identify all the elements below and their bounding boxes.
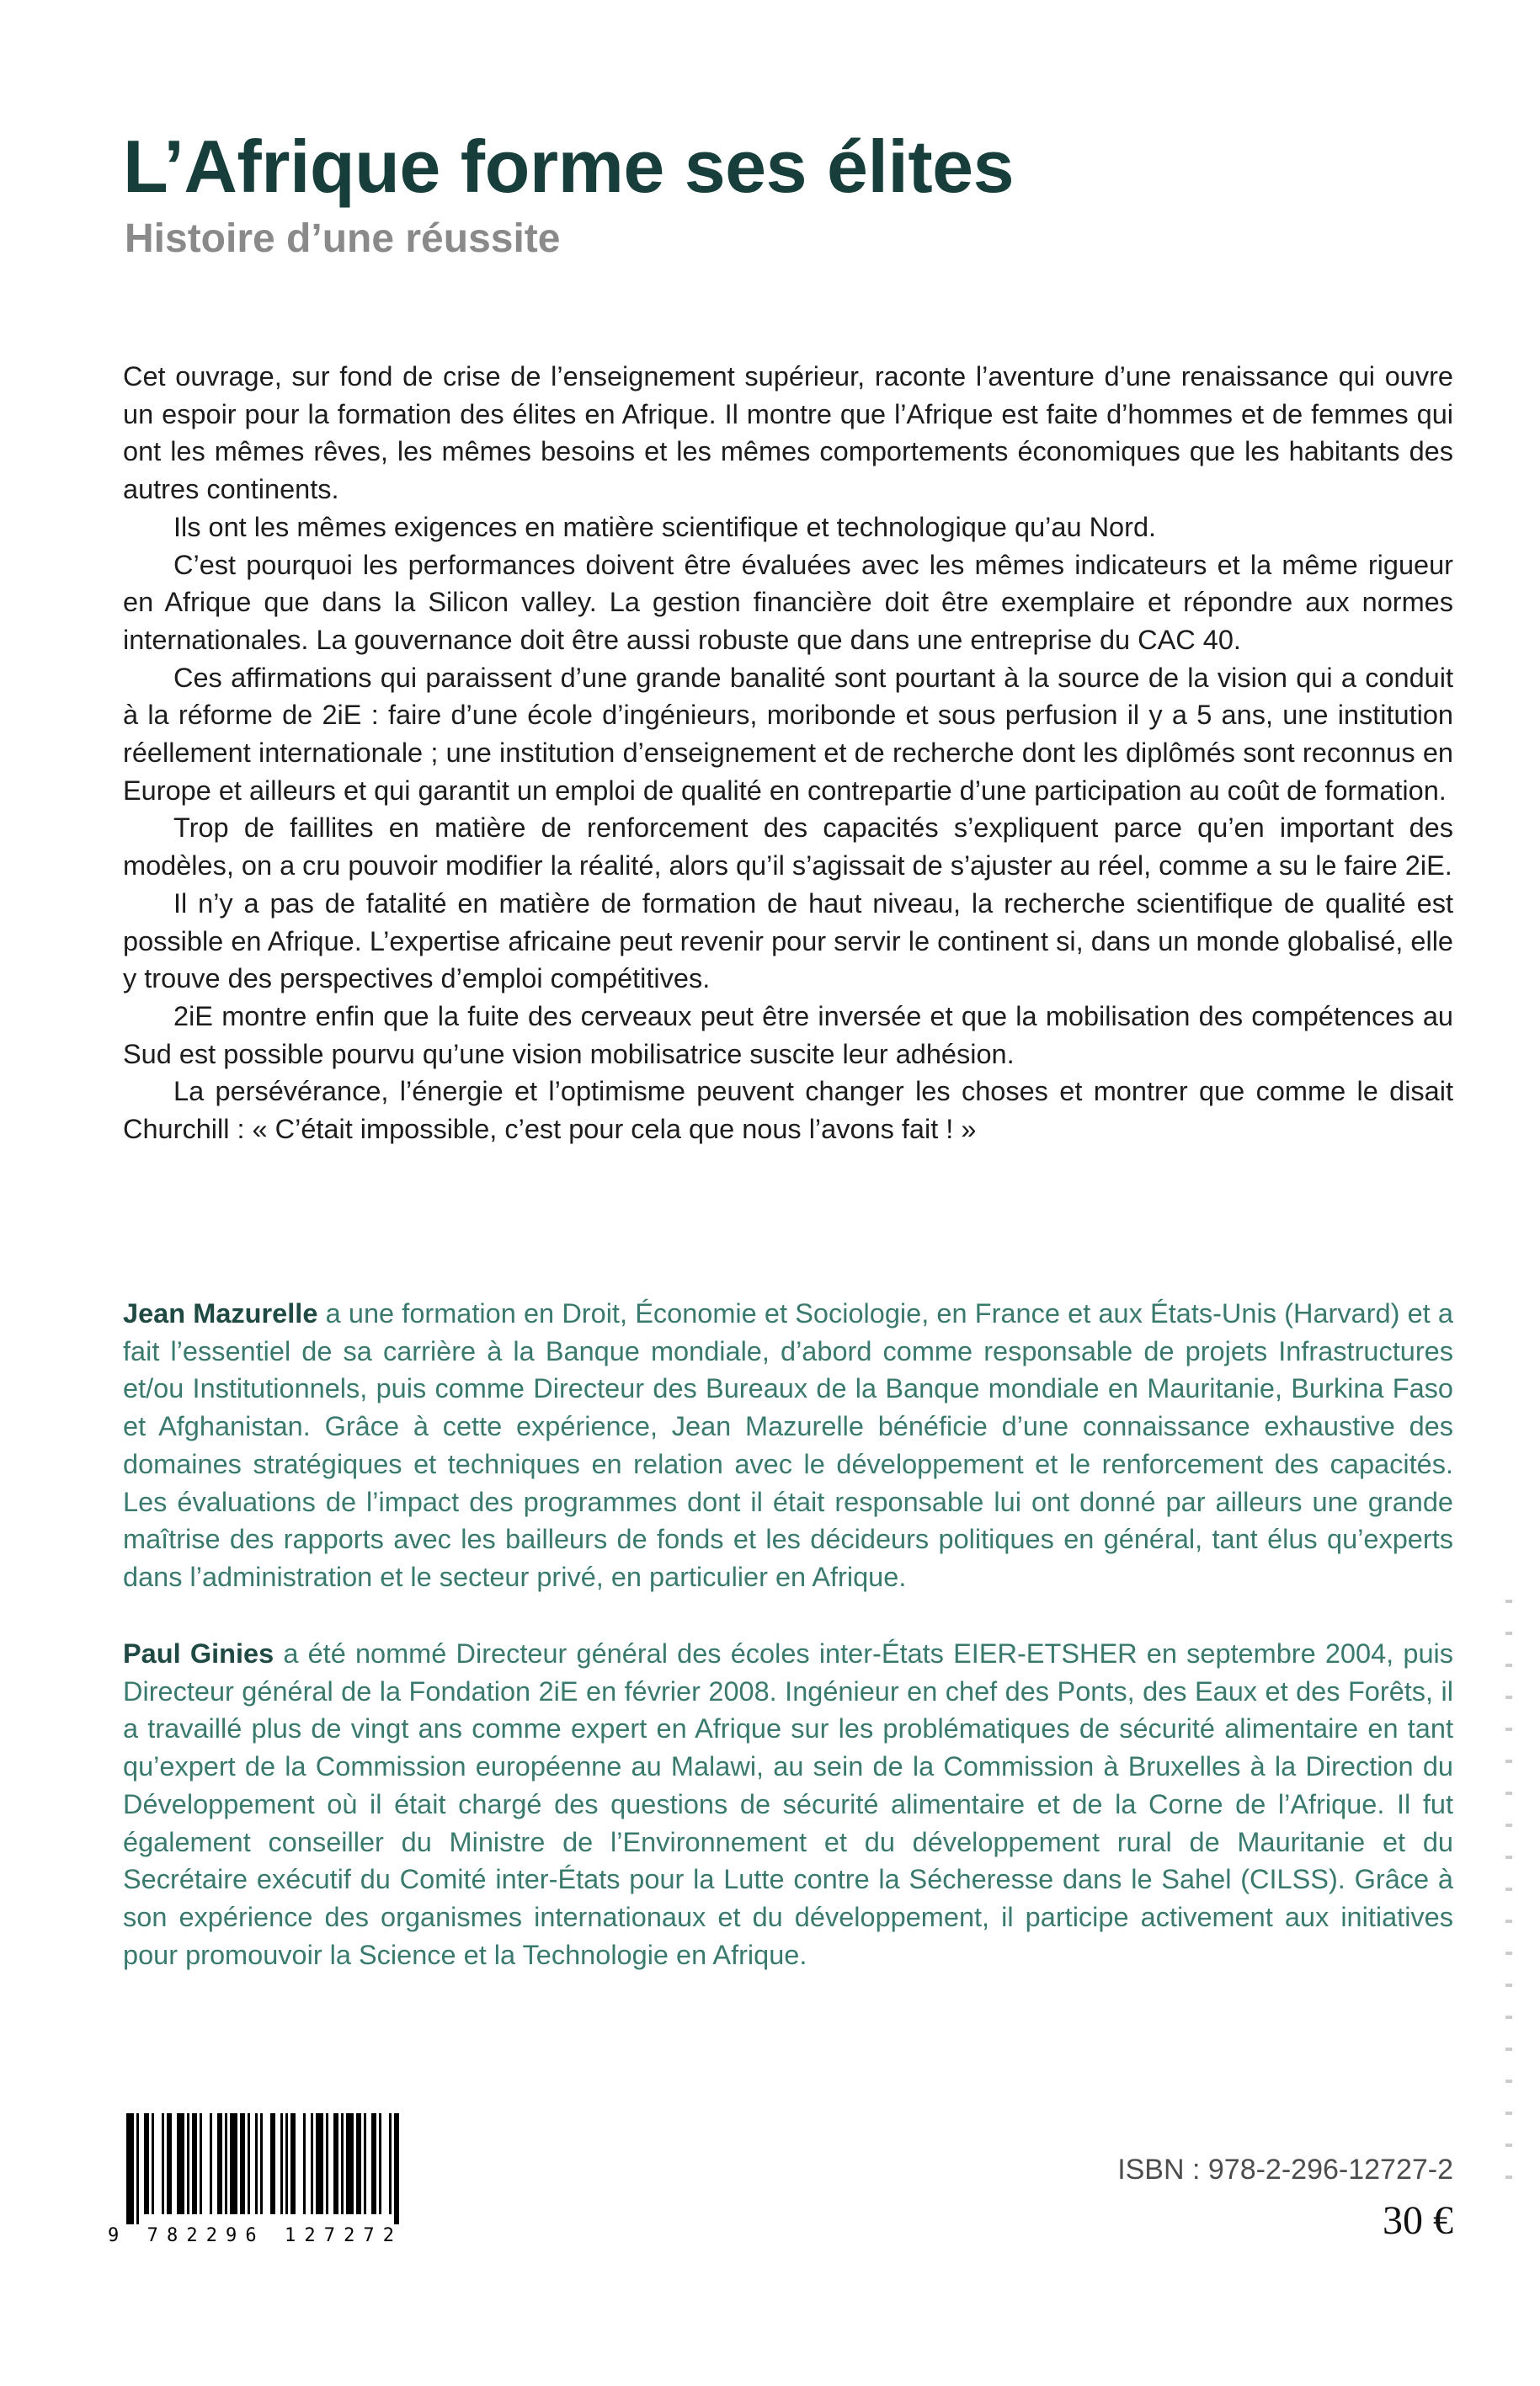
barcode-bar — [356, 2113, 361, 2214]
barcode — [106, 2113, 418, 2248]
summary-paragraph: Ils ont les mêmes exigences en matière scientifique et technologique qu’au Nord. — [173, 511, 1157, 542]
barcode-digits: 9 782296 127272 — [108, 2225, 394, 2246]
barcode-bar — [144, 2113, 149, 2214]
barcode-bar — [260, 2113, 263, 2214]
barcode-bar — [126, 2113, 134, 2224]
summary-text — [123, 358, 1453, 1148]
author-bio-text: a été nommé Directeur général des écoles inter-États EIER-ETSHER en septembre 2004, puis Directeur général de la Fondation 2iE en février 2008. Ingénieur en chef des Ponts, des Eaux et des Forêts, il a travaillé plus de vingt ans comme expert en Afrique sur les problématiques de sécurité alimentaire en tant qu’expert de la Commission européenne au Malawi, au sein de la Commission à Bruxelles à la Direction du Développement où il était chargé des questions de sécurité alimentaire et de la Corne de l’Afrique. Il fut également conseiller du Ministre de l’Environnement et du développement rural de Mauritanie et du Secrétaire exécutif du Comité inter-États pour la Lutte contre la Sécheresse dans le Sahel (CILSS). Grâce à son expérience des organismes internationaux et du développement, il participe activement aux initiatives pour promouvoir la Science et la Technologie en Afrique. — [123, 1638, 1453, 1970]
barcode-bar — [333, 2113, 338, 2214]
author-name: Paul Ginies — [123, 1638, 274, 1669]
barcode-bar — [341, 2113, 344, 2214]
summary-paragraph: C’est pourquoi les performances doivent être évaluées avec les mêmes indicateurs et la même rigueur en Afrique que dans la Silicon valley. La gestion financière doit être exemplaire et répondre aux normes internationales. La gouvernance doit être aussi robuste que dans une entreprise du CAC 40. — [123, 549, 1453, 655]
summary-paragraph: 2iE montre enfin que la fuite des cerveaux peut être inversée et que la mobilisation des compétences au Sud est possible pourvu qu’une vision mobilisatrice suscite leur adhésion. — [123, 1000, 1453, 1069]
printer-side-mark — [1505, 1600, 1512, 2189]
barcode-bar — [394, 2113, 399, 2224]
summary-paragraph: Cet ouvrage, sur fond de crise de l’enseignement supérieur, raconte l’aventure d’une renaissance qui ouvre un espoir pour la formation des élites en Afrique. Il montre que l’Afrique est faite d’hommes et de femmes qui ont les mêmes rêves, les mêmes besoins et les mêmes comportements économiques que les habitants des autres continents. — [123, 361, 1453, 505]
barcode-bar — [303, 2113, 306, 2214]
barcode-bar — [389, 2113, 392, 2214]
barcode-bar — [280, 2113, 283, 2214]
barcode-bar — [187, 2113, 189, 2214]
isbn: ISBN : 978-2-296-12727-2 — [1117, 2154, 1453, 2186]
barcode-bar — [136, 2113, 139, 2224]
price: 30 € — [1383, 2198, 1453, 2243]
summary-paragraph: Ces affirmations qui paraissent d’une grande banalité sont pourtant à la source de la vision qui a conduit à la réforme de 2iE : faire d’une école d’ingénieurs, moribonde et sous perfusion il y a 5 ans, une institution réellement internationale ; une institution d’enseignement et de recherche dont les diplômés sont reconnus en Europe et ailleurs et qui garantit un emploi de qualité en contrepartie d’une participation au coût de formation. — [123, 662, 1453, 806]
barcode-bar — [192, 2113, 197, 2214]
barcode-bar — [200, 2113, 202, 2214]
author-bio-text: a une formation en Droit, Économie et Sociologie, en France et aux États-Unis (Harvard) et a fait l’essentiel de sa carrière à la Banque mondiale, d’abord comme responsable de projets Infrastructures et/ou Institutionnels, puis comme Directeur des Bureaux de la Banque mondiale en Mauritanie, Burkina Faso et Afghanistan. Grâce à cette expérience, Jean Mazurelle bénéficie d’une connaissance exhaustive des domaines stratégiques et techniques en relation avec le développement et le renforcement des capacités. Les évaluations de l’impact des programmes dont il était responsable lui ont donné par ailleurs une grande maîtrise des rapports avec les bailleurs de fonds et les décideurs politiques en général, tant élus qu’experts dans l’administration et le secteur privé, en particulier en Afrique. — [123, 1298, 1453, 1592]
barcode-bar — [240, 2113, 245, 2214]
author-bio-ginies — [123, 1635, 1453, 1973]
barcode-bar — [152, 2113, 154, 2214]
barcode-bar — [285, 2113, 288, 2214]
barcode-bar — [167, 2113, 172, 2214]
book-subtitle: Histoire d’une réussite — [125, 216, 561, 261]
barcode-bar — [346, 2113, 354, 2214]
book-title: L’Afrique forme ses élites — [123, 125, 1015, 208]
barcode-bar — [379, 2113, 381, 2214]
author-name: Jean Mazurelle — [123, 1298, 318, 1329]
summary-paragraph: La persévérance, l’énergie et l’optimisme peuvent changer les choses et montrer que comme le disait Churchill : « C’était impossible, c’est pour cela que nous l’avons fait ! » — [123, 1076, 1453, 1145]
barcode-bar — [270, 2113, 275, 2214]
barcode-bar — [248, 2113, 250, 2214]
barcode-bar — [177, 2113, 184, 2214]
summary-paragraph: Il n’y a pas de fatalité en matière de formation de haut niveau, la recherche scientifique de qualité est possible en Afrique. L’expertise africaine peut revenir pour servir le continent si, dans un monde globalisé, elle y trouve des perspectives d’emploi compétitives. — [123, 887, 1453, 994]
barcode-bar — [371, 2113, 376, 2214]
barcode-graphic — [106, 2113, 418, 2248]
author-bio-mazurelle — [123, 1295, 1453, 1596]
barcode-bar — [326, 2113, 328, 2214]
barcode-bar — [230, 2113, 237, 2214]
barcode-bar — [217, 2113, 222, 2214]
barcode-bar — [311, 2113, 313, 2214]
summary-paragraph: Trop de faillites en matière de renforcement des capacités s’expliquent parce qu’en important des modèles, on a cru pouvoir modifier la réalité, alors qu’il s’agissait de s’ajuster au réel, comme a su le faire 2iE. — [123, 812, 1453, 881]
barcode-bar — [162, 2113, 164, 2214]
barcode-bar — [316, 2113, 323, 2214]
barcode-bar — [225, 2113, 227, 2214]
barcode-bar — [210, 2113, 212, 2214]
barcode-bar — [255, 2113, 258, 2214]
barcode-bar — [364, 2113, 366, 2214]
barcode-bar — [290, 2113, 296, 2214]
